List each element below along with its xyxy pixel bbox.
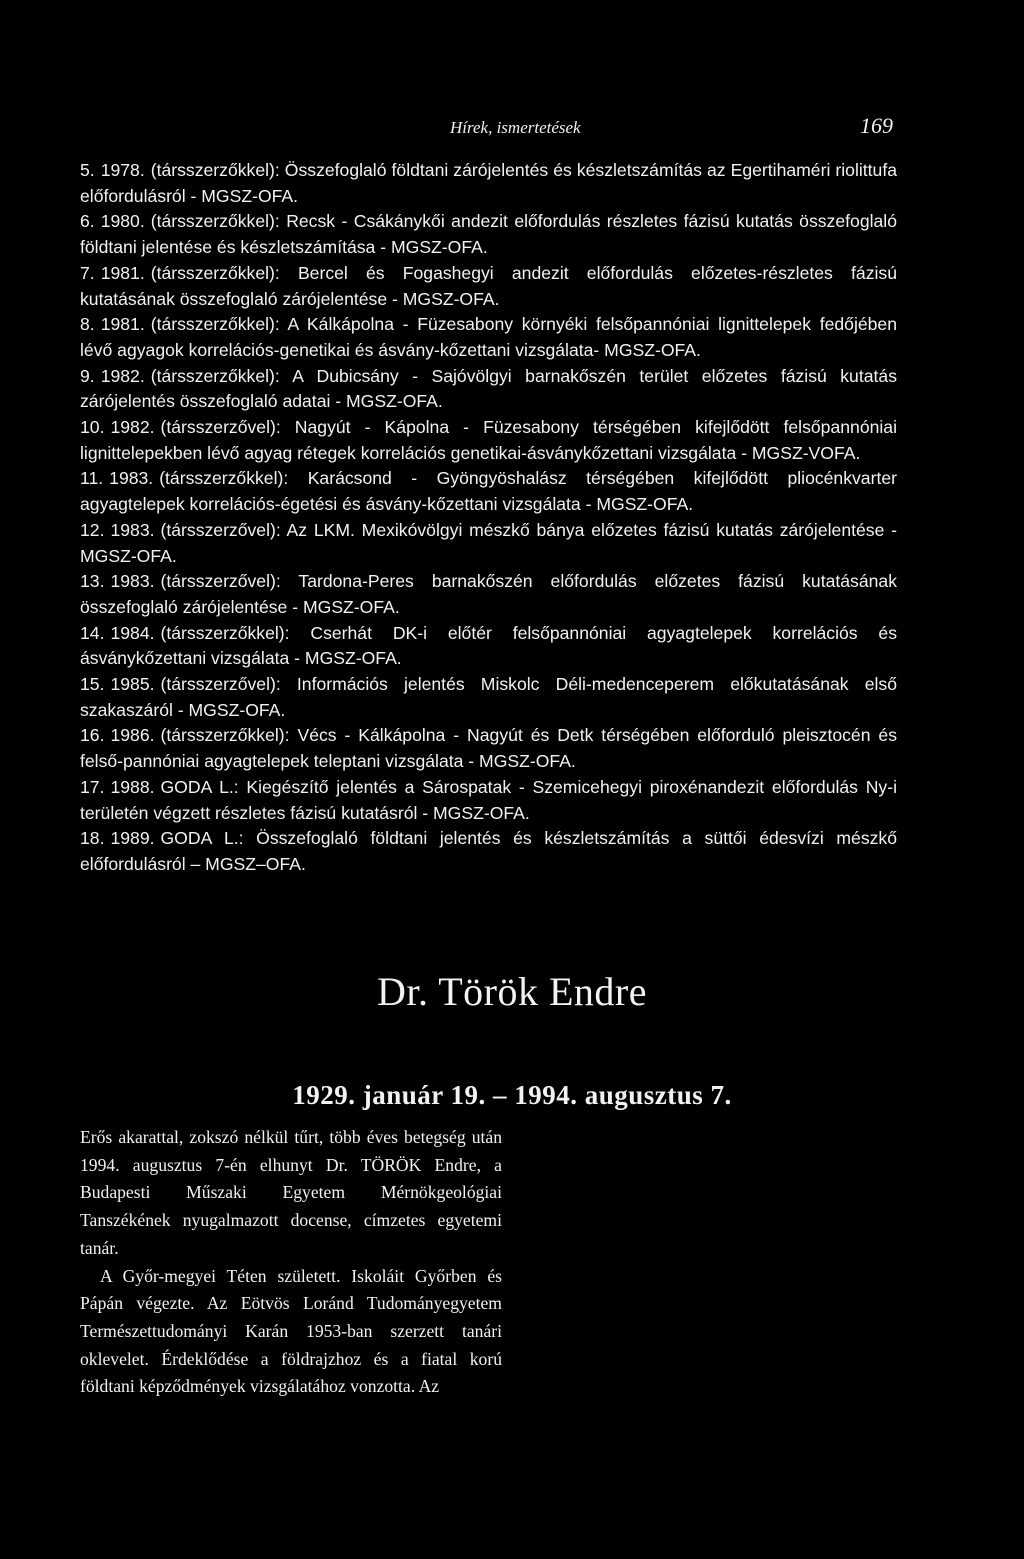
reference-number: 11. [80, 468, 104, 489]
reference-year: 1985. [110, 674, 155, 695]
reference-number: 13. [80, 571, 105, 592]
reference-number: 10. [80, 417, 105, 438]
reference-number: 8. [80, 314, 95, 335]
reference-text: (társszerzővel): Nagyút - Kápolna - Füzesabony térségében kifejlődött felsőpannóniai lignittelepekben lévő agyag rétegek korrelációs genetikai-ásványkőzettani vizsgálata - MGSZ-VOFA. [80, 417, 897, 463]
reference-item [80, 209, 897, 260]
reference-item [80, 569, 897, 620]
obituary-dates: 1929. január 19. – 1994. augusztus 7. [292, 1080, 732, 1110]
reference-item [80, 775, 897, 826]
reference-item [80, 466, 897, 517]
reference-text: GODA L.: Összefoglaló földtani jelentés és készletszámítás a süttői édesvízi mészkő előfordulásról – MGSZ–OFA. [80, 828, 897, 874]
reference-number: 14. [80, 622, 105, 643]
reference-item [80, 621, 897, 672]
reference-year: 1983. [109, 468, 154, 489]
reference-number: 17. [80, 776, 105, 797]
reference-number: 5. [80, 160, 95, 180]
reference-text: (társszerzővel): Információs jelentés Miskolc Déli-medenceperem előkutatásának első szakaszáról - MGSZ-OFA. [80, 674, 897, 720]
reference-year: 1983. [110, 519, 155, 540]
reference-item [80, 672, 897, 723]
page-number: 169 [860, 113, 893, 138]
running-title: Hírek, ismertetések [450, 118, 581, 137]
reference-item [80, 158, 897, 209]
reference-text: (társszerzőkkel): Cserhát DK-i előtér felsőpannóniai agyagtelepek korrelációs és ásványkőzettani vizsgálata - MGSZ-OFA. [80, 622, 897, 669]
reference-item [80, 518, 897, 569]
reference-item [80, 826, 897, 877]
reference-text: (társszerzőkkel): A Kálkápolna - Füzesabony környéki felsőpannóniai lignittelepek fedőjében lévő agyagok korrelációs-genetikai és ásvány-kőzettani vizsgálata- MGSZ-OFA. [80, 314, 897, 360]
reference-number: 15. [80, 674, 105, 695]
reference-number: 18. [80, 828, 105, 849]
reference-number: 9. [80, 365, 95, 386]
obituary-paragraph: Erős akarattal, zokszó nélkül tűrt, több éves betegség után 1994. augusztus 7-én elhunyt Dr. TÖRÖK Endre, a Budapesti Műszaki Egyetem Mérnökgeológiai Tanszékének nyugalmazott docense, címzetes egyetemi tanár. [80, 1127, 502, 1258]
reference-item [80, 415, 897, 466]
reference-year: 1981. [100, 262, 145, 283]
reference-text: (társszerzővel): Tardona-Peres barnakőszén előfordulás előzetes fázisú kutatásának összefoglaló zárójelentése - MGSZ-OFA. [80, 571, 897, 617]
reference-text: GODA L.: Kiegészítő jelentés a Sárospatak - Szemicehegyi piroxénandezit előfordulás Ny-i területén végzett részletes fázisú kutatásról - MGSZ-OFA. [80, 776, 897, 823]
reference-year: 1980. [100, 211, 145, 232]
reference-year: 1989. [110, 828, 155, 849]
reference-year: 1982. [110, 417, 155, 438]
reference-text: (társszerzővel): Az LKM. Mexikóvölgyi mészkő bánya előzetes fázisú kutatás zárójelentése - MGSZ-OFA. [80, 519, 897, 566]
reference-item [80, 364, 897, 415]
reference-item [80, 723, 897, 774]
reference-number: 16. [80, 725, 105, 746]
reference-year: 1988. [110, 776, 155, 797]
reference-text: (társszerzőkkel): A Dubicsány - Sajóvölgyi barnakőszén terület előzetes fázisú kutatás zárójelentés összefoglaló adatai - MGSZ-OFA. [80, 365, 897, 412]
reference-text: (társszerzőkkel): Bercel és Fogashegyi andezit előfordulás előzetes-részletes fázisú kutatásának összefoglaló zárójelentése - MGSZ-OFA. [80, 262, 897, 309]
reference-item [80, 261, 897, 312]
reference-year: 1982. [100, 365, 145, 386]
reference-year: 1978. [100, 160, 145, 180]
reference-list [80, 158, 897, 878]
reference-item [80, 312, 897, 363]
reference-number: 6. [80, 211, 95, 232]
reference-year: 1986. [110, 725, 155, 746]
reference-number: 7. [80, 262, 95, 283]
obituary-body [80, 1124, 502, 1401]
reference-year: 1983. [110, 571, 155, 592]
page-header [80, 113, 897, 148]
reference-text: (társszerzőkkel): Karácsond - Gyöngyöshalász térségében kifejlődött pliocénkvarter agyagtelepek korrelációs-égetési és ásvány-kőzettani vizsgálata - MGSZ-OFA. [80, 468, 897, 515]
reference-text: (társszerzőkkel): Recsk - Csákánykői andezit előfordulás részletes fázisú kutatás összefoglaló földtani jelentése és készletszámítása - MGSZ-OFA. [80, 211, 897, 258]
obituary-name: Dr. Török Endre [376, 969, 648, 1014]
reference-text: (társszerzőkkel): Összefoglaló földtani zárójelentés és készletszámítás az Egertihaméri riolittufa előfordulásról - MGSZ-OFA. [80, 160, 897, 206]
reference-year: 1981. [100, 314, 145, 335]
reference-text: (társszerzőkkel): Vécs - Kálkápolna - Nagyút és Detk térségében előforduló pleisztocén és felső-pannóniai agyagtelepek teleptani vizsgálata - MGSZ-OFA. [80, 725, 897, 772]
obituary-paragraph: A Győr-megyei Téten született. Iskoláit Győrben és Pápán végezte. Az Eötvös Loránd Tudományegyetem Természettudományi Karán 1953-ban szerzett tanári oklevelet. Érdeklődése a földrajzhoz és a fiatal korú földtani képződmények vizsgálatához vonzotta. Az [80, 1265, 502, 1397]
reference-number: 12. [80, 519, 105, 540]
reference-year: 1984. [110, 622, 155, 643]
